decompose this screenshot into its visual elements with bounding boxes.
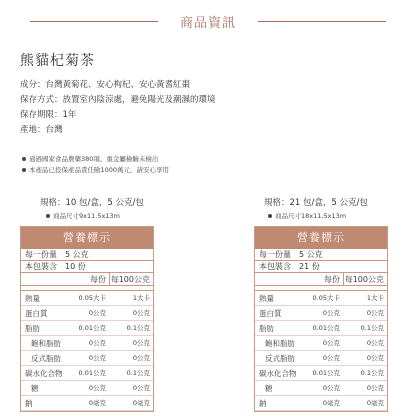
nutrition-row (21, 381, 153, 396)
per-serving-header: 每份 (90, 275, 106, 284)
count-label: 本包裝含 (259, 262, 291, 271)
size-text: 商品尺寸9x11.5x13m (53, 212, 120, 220)
nutrition-row (21, 351, 153, 366)
nutrient-name: 熱量 (25, 294, 40, 303)
nutrition-row (255, 396, 387, 411)
size-left (46, 211, 120, 220)
per-serving-value: 0.05大卡 (312, 294, 340, 302)
serving-value: 5 公克 (299, 250, 323, 259)
nutrient-name: 蛋白質 (25, 309, 48, 318)
bullet-icon (268, 214, 272, 218)
nutrition-row (21, 306, 153, 321)
nutrition-title: 營養標示 (21, 227, 153, 249)
nutrition-row (21, 291, 153, 306)
per-serving-value: 0公克 (322, 384, 340, 392)
per-100g-value: 0.1公克 (360, 324, 384, 332)
serving-value: 5 公克 (65, 250, 89, 259)
per-100g-value: 0公克 (132, 354, 150, 362)
size-right (268, 211, 346, 220)
product-name: 熊貓杞菊茶 (20, 53, 95, 69)
nutrition-rows (21, 291, 153, 411)
nutrient-name: 脂肪 (259, 324, 274, 333)
nutrient-name: 糖 (265, 384, 273, 393)
per-100g-value: 0.1公克 (360, 369, 384, 377)
nutrition-row (21, 321, 153, 336)
per-serving-value: 0公克 (88, 384, 106, 392)
header-divider-left (30, 21, 158, 22)
nutrient-name: 蛋白質 (259, 309, 282, 318)
note-text: 通過國家食品農藥380項、重金屬檢驗未檢出 (29, 155, 159, 163)
servings-per-package-row (21, 261, 153, 273)
per-100g-value: 0公克 (132, 339, 150, 347)
per-100g-value: 0公克 (132, 309, 150, 317)
nutrition-rows (255, 291, 387, 411)
per-100g-value: 1大卡 (366, 294, 384, 302)
nutrition-row (255, 321, 387, 336)
nutrient-name: 碳水化合物 (259, 369, 297, 378)
nutrition-row (21, 396, 153, 411)
per-100g-value: 0公克 (132, 384, 150, 392)
per-100g-value: 1大卡 (132, 294, 150, 302)
per-serving-value: 0毫克 (322, 399, 340, 407)
per-serving-value: 0.01公克 (78, 369, 106, 377)
nutrient-name: 鈉 (259, 399, 267, 408)
nutrition-title: 營養標示 (255, 227, 387, 249)
nutrition-row (21, 336, 153, 351)
nutrient-name: 碳水化合物 (25, 369, 63, 378)
info-origin: 產地：台灣 (20, 125, 63, 135)
info-storage: 保存方式：放置室內陰涼處，避免陽光及潮濕的環境 (20, 95, 216, 105)
nutrition-row (255, 351, 387, 366)
nutrition-row (255, 291, 387, 306)
servings-per-package-row (255, 261, 387, 273)
per-serving-value: 0.01公克 (78, 324, 106, 332)
column-header (255, 273, 387, 286)
serving-size-row (255, 249, 387, 261)
nutrient-name: 熱量 (259, 294, 274, 303)
per-100g-value: 0毫克 (366, 399, 384, 407)
bullet-icon (46, 214, 50, 218)
serving-label: 每一份量 (259, 250, 291, 259)
section-title: 商品資訊 (179, 16, 236, 31)
nutrient-name: 糖 (31, 384, 39, 393)
per-serving-value: 0公克 (322, 309, 340, 317)
nutrient-name: 脂肪 (25, 324, 40, 333)
per-serving-value: 0.01公克 (312, 369, 340, 377)
per-100g-value: 0.1公克 (126, 369, 150, 377)
section-header (0, 8, 416, 36)
size-text: 商品尺寸18x11.5x13m (275, 212, 347, 220)
column-header (21, 273, 153, 286)
nutrition-panel-right (254, 226, 388, 412)
per-serving-value: 0公克 (88, 309, 106, 317)
product-notes (22, 154, 169, 176)
nutrient-name: 飽和脂肪 (31, 339, 61, 348)
nutrition-row (255, 366, 387, 381)
info-shelf-life: 保存期限：1年 (20, 110, 77, 120)
per-100g-header: 每100公克 (109, 273, 153, 285)
product-info (20, 78, 216, 138)
note-item (22, 154, 169, 165)
note-text: 本產品已投保產品責任險1000萬元，請安心享用 (29, 166, 170, 174)
bullet-icon (22, 157, 26, 161)
nutrition-row (255, 336, 387, 351)
spec-right: 規格：21 包/盒，5 公克/包 (264, 198, 368, 208)
note-item (22, 165, 169, 176)
spec-left: 規格：10 包/盒，5 公克/包 (40, 198, 144, 208)
per-100g-header: 每100公克 (343, 273, 387, 285)
per-serving-header: 每份 (324, 275, 340, 284)
nutrient-name: 飽和脂肪 (265, 339, 295, 348)
bullet-icon (22, 168, 26, 172)
per-100g-value: 0公克 (366, 354, 384, 362)
per-100g-value: 0.1公克 (126, 324, 150, 332)
nutrient-name: 反式脂肪 (31, 354, 61, 363)
per-100g-value: 0毫克 (132, 399, 150, 407)
per-serving-value: 0公克 (322, 354, 340, 362)
per-serving-value: 0.01公克 (312, 324, 340, 332)
per-100g-value: 0公克 (366, 309, 384, 317)
serving-label: 每一份量 (25, 250, 57, 259)
per-100g-value: 0公克 (366, 384, 384, 392)
per-serving-value: 0毫克 (88, 399, 106, 407)
per-serving-value: 0公克 (88, 354, 106, 362)
per-serving-value: 0公克 (88, 339, 106, 347)
per-serving-value: 0.05大卡 (78, 294, 106, 302)
nutrition-panel-left (20, 226, 154, 412)
count-label: 本包裝含 (25, 262, 57, 271)
nutrient-name: 鈉 (25, 399, 33, 408)
header-divider-right (258, 21, 386, 22)
nutrition-row (255, 381, 387, 396)
serving-size-row (21, 249, 153, 261)
nutrition-row (21, 366, 153, 381)
per-serving-value: 0公克 (322, 339, 340, 347)
per-100g-value: 0公克 (366, 339, 384, 347)
count-value: 10 份 (65, 262, 86, 271)
info-ingredients: 成分：台灣黃菊花、安心枸杞、安心黃耆紅棗 (20, 80, 191, 90)
nutrition-row (255, 306, 387, 321)
count-value: 21 份 (299, 262, 320, 271)
nutrient-name: 反式脂肪 (265, 354, 295, 363)
